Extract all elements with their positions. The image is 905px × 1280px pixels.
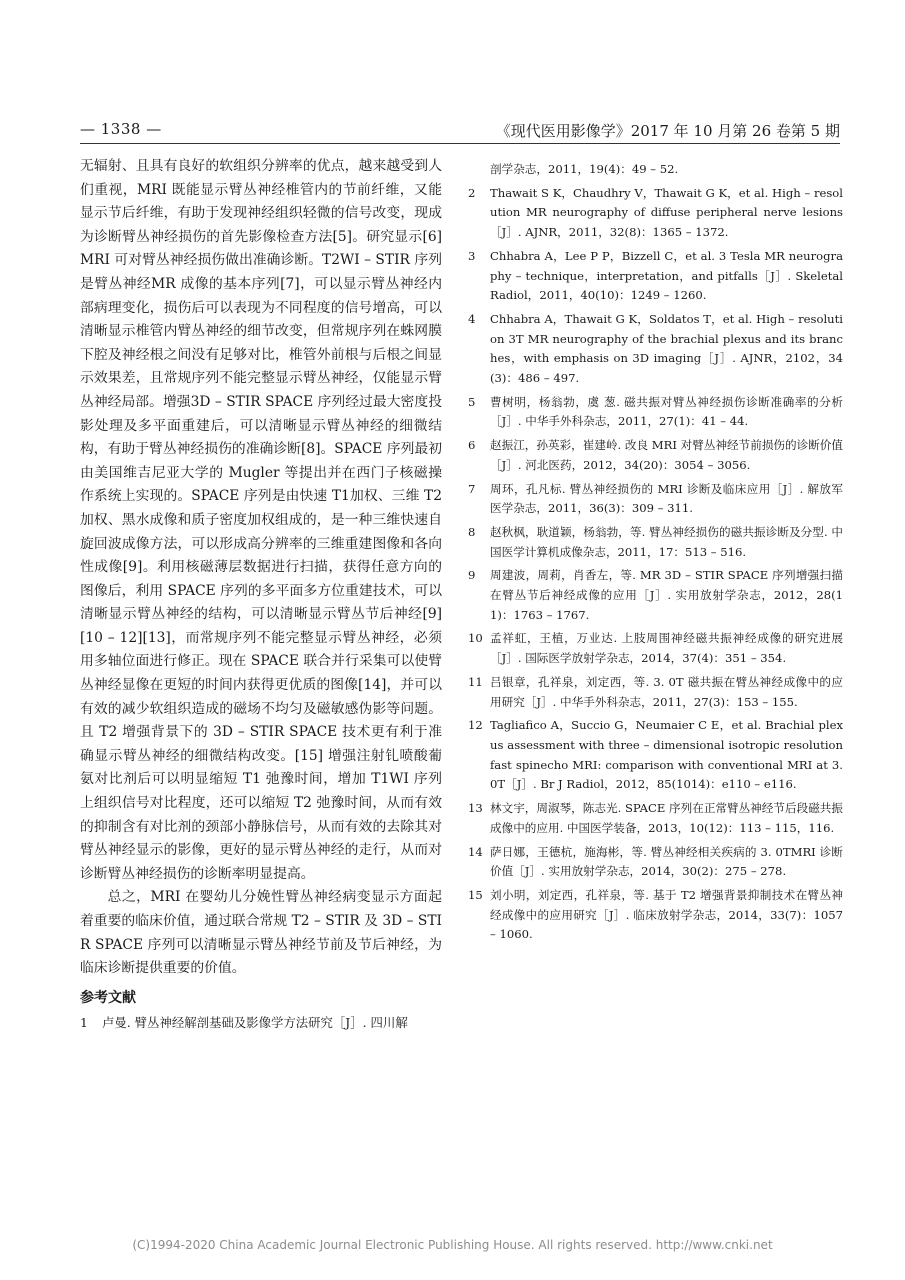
reference-item bbox=[468, 393, 843, 432]
reference-item bbox=[468, 480, 843, 519]
right-column bbox=[468, 160, 843, 949]
reference-number: 7 bbox=[468, 481, 476, 496]
reference-number: 10 bbox=[468, 631, 483, 646]
reference-item bbox=[468, 843, 843, 882]
reference-number: 15 bbox=[468, 887, 483, 902]
reference-item bbox=[468, 886, 843, 945]
reference-item bbox=[468, 436, 843, 475]
reference-number: 1 bbox=[80, 1014, 88, 1030]
copyright-footer: (C)1994-2020 China Academic Journal Electronic Publishing House. All rights reserved. http://www.cnki.net bbox=[132, 1238, 773, 1252]
reference-item bbox=[468, 629, 843, 668]
reference-text: 赵振江，孙英彩，崔建岭. 改良 MRI 对臂丛神经节前损伤的诊断价值［J］. 河北医药，2012，34(20)：3054 – 3056. bbox=[490, 438, 843, 472]
reference-text: 赵秋枫，耿道颖，杨翁勃，等. 臂丛神经损伤的磁共振诊断及分型. 中国医学计算机成像杂志，2011，17：513 – 516. bbox=[490, 524, 843, 559]
reference-number: 6 bbox=[468, 438, 476, 453]
reference-number: 4 bbox=[468, 311, 476, 326]
reference-number: 12 bbox=[468, 718, 483, 733]
reference-item bbox=[468, 247, 843, 306]
page-header bbox=[80, 120, 840, 144]
reference-item bbox=[468, 673, 843, 712]
reference-text: Chhabra A，Thawait G K，Soldatos T，et al. High – resolution 3T MR neurography of the brachial plexus and its branches，with emphasis on 3D imaging［J］. AJNR，2102，34(3)：486 – 497. bbox=[490, 311, 843, 386]
reference-text: 吕银章，孔祥泉，刘定西，等. 3. 0T 磁共振在臂丛神经成像中的应用研究［J］. 中华手外科杂志，2011，27(3)：153 – 155. bbox=[490, 674, 843, 709]
body-paragraph-1: 无辐射、且具有良好的软组织分辨率的优点，越来越受到人们重视，MRI 既能显示臂丛神经椎管内的节前纤维，又能显示节后纤维，有助于发现神经组织轻微的信号改变，现成为诊断臂丛神经损伤的首先影像检查方法[5]。研究显示[6] MRI 可对臂丛神经损伤做出准确诊断。T2WI – STIR 序列是臂丛神经MR 成像的基本序列[7]，可以显示臂丛神经内部病理变化，损伤后可以表现为不同程度的信号增高，可以清晰显示椎管内臂丛神经的细节改变，但常规序列在蛛网膜下腔及神经根之间没有足够对比，椎管外前根与后根之间显示效果差，且常规序列不能完整显示臂丛神经，仅能显示臂丛神经局部。增强3D – STIR SPACE 序列经过最大密度投影处理及多平面重建后，可以清晰显示臂丛神经的细微结构，有助于臂丛神经损伤的准确诊断[8]。SPACE 序列最初由美国维吉尼亚大学的 Mugler 等提出并在西门子核磁操作系统上实现的。SPACE 序列是由快速 T1加权、三维 T2 加权、黑水成像和质子密度加权组成的，是一种三维快速自旋回波成像方法，可以形成高分辨率的三维重建图像和各向性成像[9]。利用核磁薄层数据进行扫描，获得任意方向的图像后，利用 SPACE 序列的多平面多方位重建技术，可以清晰显示臂丛神经的结构，可以清晰显示臂丛节后神经[9][10 – 12][13]，而常规序列不能完整显示臂丛神经，必须用多轴位面进行修正。现在 SPACE 联合并行采集可以使臂丛神经显像在更短的时间内获得更优质的图像[14]，并可以有效的减少软组织造成的磁场不均匀及磁敏感伪影等问题。且 T2 增强背景下的 3D – STIR SPACE 技术更有利于准确显示臂丛神经的细微结构改变。[15] 增强注射钆喷酸葡氨对比剂后可以明显缩短 T1 弛豫时间，增加 T1WI 序列上组织信号对比程度，还可以缩短 T2 弛豫时间，从而有效的抑制含有对比剂的颈部小静脉信号，从而有效的去除其对臂丛神经显示的影像，更好的显示臂丛神经的走行，从而对诊断臂丛神经损伤的诊断率明显提高。 bbox=[80, 158, 442, 882]
reference-number: 13 bbox=[468, 801, 483, 816]
reference-number: 9 bbox=[468, 568, 476, 583]
body-paragraph-2: 总之，MRI 在婴幼儿分娩性臂丛神经病变显示方面起着重要的临床价值，通过联合常规 T2 – STIR 及 3D – STIR SPACE 序列可以清晰显示臂丛神经节前及节后神经，为临床诊断提供重要的价值。 bbox=[80, 889, 442, 977]
reference-number: 14 bbox=[468, 844, 483, 859]
reference-item bbox=[468, 799, 843, 838]
reference-continuation: 剖学杂志，2011，19(4)：49 – 52. bbox=[490, 162, 679, 176]
reference-text: 林文宇，周淑琴，陈志光. SPACE 序列在正常臂丛神经节后段磁共振成像中的应用. 中国医学装备，2013，10(12)：113 – 115，116. bbox=[490, 801, 843, 835]
reference-item bbox=[468, 523, 843, 562]
reference-text: 曹树明，杨翁勃，虞 葱. 磁共振对臂丛神经损伤诊断准确率的分析［J］. 中华手外科杂志，2011，27(1)：41 – 44. bbox=[490, 394, 843, 429]
reference-text: Tagliafico A，Succio G，Neumaier C E，et al. Brachial plexus assessment with three – dimensional isotropic resolution fast spinecho MRI: comparison with conventional MRI at 3. 0T［J］. Br J Radiol，2012，85(1014)：e110 – e116. bbox=[490, 718, 843, 792]
reference-item bbox=[468, 184, 843, 243]
page-number: — 1338 — bbox=[80, 120, 162, 138]
reference-item bbox=[468, 310, 843, 389]
reference-item bbox=[468, 716, 843, 795]
reference-text: 萨日娜，王德杭，施海彬，等. 臂丛神经相关疾病的 3. 0TMRI 诊断价值［J］. 实用放射学杂志，2014，30(2)：275 – 278. bbox=[490, 844, 843, 879]
reference-item bbox=[80, 1013, 442, 1032]
reference-text: 周建波，周莉，肖香左，等. MR 3D – STIR SPACE 序列增强扫描在臂丛节后神经成像的应用［J］. 实用放射学杂志，2012，28(11)：1763 – 1767. bbox=[490, 568, 843, 622]
reference-text: 刘小明，刘定西，孔祥泉，等. 基于 T2 增强背景抑制技术在臂丛神经成像中的应用研究［J］. 临床放射学杂志，2014，33(7)：1057 – 1060. bbox=[490, 887, 843, 942]
header-rule bbox=[80, 143, 840, 144]
references-heading: 参考文献 bbox=[80, 989, 136, 1006]
reference-number: 2 bbox=[468, 185, 476, 200]
reference-item bbox=[468, 566, 843, 625]
reference-text: Chhabra A，Lee P P，Bizzell C，et al. 3 Tesla MR neurography – technique，interpretation，and pitfalls［J］. Skeletal Radiol，2011，40(10)：1249 – 1260. bbox=[490, 248, 843, 303]
reference-number: 3 bbox=[468, 248, 476, 263]
reference-text: 周环，孔凡标. 臂丛神经损伤的 MRI 诊断及临床应用［J］. 解放军医学杂志，2011，36(3)：309 – 311. bbox=[490, 481, 843, 516]
reference-number: 5 bbox=[468, 394, 476, 409]
left-column bbox=[80, 155, 442, 1036]
reference-number: 11 bbox=[468, 674, 483, 689]
reference-text: 孟祥虹，王植，万业达. 上肢周围神经磁共振神经成像的研究进展［J］. 国际医学放射学杂志，2014，37(4)：351 – 354. bbox=[490, 631, 843, 666]
journal-title: 《现代医用影像学》2017 年 10 月第 26 卷第 5 期 bbox=[495, 122, 840, 140]
reference-text: Thawait S K，Chaudhry V，Thawait G K，et al. High – resolution MR neurography of diffuse peripheral nerve lesions［J］. AJNR，2011，32(8)：1365 – 1372. bbox=[490, 185, 843, 240]
reference-text: 卢曼. 臂丛神经解剖基础及影像学方法研究［J］. 四川解 bbox=[102, 1014, 408, 1030]
reference-number: 8 bbox=[468, 524, 476, 539]
